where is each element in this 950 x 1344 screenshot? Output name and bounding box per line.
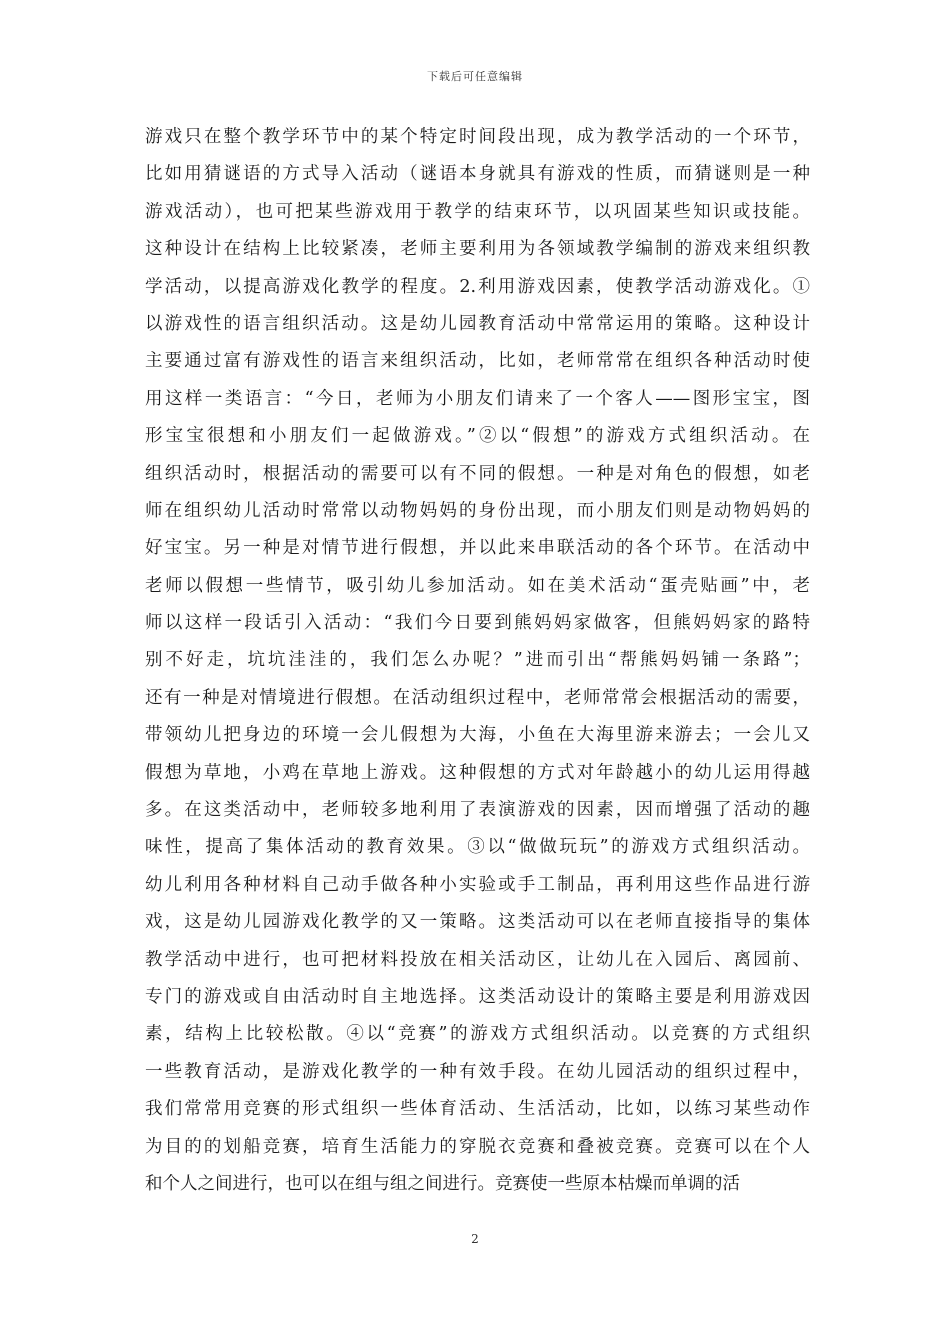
text-line: 游戏只在整个教学环节中的某个特定时间段出现，成为教学活动的一个环节， <box>145 127 810 147</box>
page-header: 下载后可任意编辑 <box>427 70 523 83</box>
text-line: 教学活动中进行，也可把材料投放在相关活动区，让幼儿在入园后、离园前、 <box>145 949 810 970</box>
text-line: 素，结构上比较松散。④以“竞赛”的游戏方式组织活动。以竞赛的方式组织 <box>145 1024 810 1045</box>
text-line: 和个人之间进行，也可以在组与组之间进行。竞赛使一些原本枯燥而单调的活 <box>145 1173 740 1194</box>
text-line: 幼儿利用各种材料自己动手做各种小实验或手工制品，再利用这些作品进行游 <box>145 874 810 895</box>
text-line: 学活动，以提高游戏化教学的程度。2.利用游戏因素，使教学活动游戏化。① <box>145 276 810 297</box>
text-line: 这种设计在结构上比较紧凑，老师主要利用为各领域教学编制的游戏来组织教 <box>145 239 810 260</box>
text-line: 专门的游戏或自由活动时自主地选择。这类活动设计的策略主要是利用游戏因 <box>145 986 810 1007</box>
text-line: 好宝宝。另一种是对情节进行假想，并以此来串联活动的各个环节。在活动中 <box>145 538 810 559</box>
text-line: 别不好走，坑坑洼洼的，我们怎么办呢？”进而引出“帮熊妈妈铺一条路”； <box>145 650 810 671</box>
document-body <box>145 119 810 1203</box>
text-line: 带领幼儿把身边的环境一会儿假想为大海，小鱼在大海里游来游去；一会儿又 <box>145 725 810 746</box>
text-line: 主要通过富有游戏性的语言来组织活动，比如，老师常常在组织各种活动时使 <box>145 351 810 372</box>
text-line: 多。在这类活动中，老师较多地利用了表演游戏的因素，因而增强了活动的趣 <box>145 800 810 821</box>
text-line: 以游戏性的语言组织活动。这是幼儿园教育活动中常常运用的策略。这种设计 <box>145 313 810 334</box>
text-line: 师以这样一段话引入活动：“我们今日要到熊妈妈家做客，但熊妈妈家的路特 <box>145 613 810 634</box>
text-line: 为目的的划船竞赛，培育生活能力的穿脱衣竞赛和叠被竞赛。竞赛可以在个人 <box>145 1136 810 1157</box>
text-line: 老师以假想一些情节，吸引幼儿参加活动。如在美术活动“蛋壳贴画”中，老 <box>145 575 810 596</box>
text-line: 用这样一类语言：“今日，老师为小朋友们请来了一个客人——图形宝宝，图 <box>145 388 810 409</box>
text-line: 组织活动时，根据活动的需要可以有不同的假想。一种是对角色的假想，如老 <box>145 463 810 484</box>
text-line: 游戏活动），也可把某些游戏用于教学的结束环节，以巩固某些知识或技能。 <box>145 201 810 222</box>
text-line: 假想为草地，小鸡在草地上游戏。这种假想的方式对年龄越小的幼儿运用得越 <box>145 762 810 783</box>
text-line: 比如用猜谜语的方式导入活动（谜语本身就具有游戏的性质，而猜谜则是一种 <box>145 164 810 185</box>
text-line: 味性，提高了集体活动的教育效果。③以“做做玩玩”的游戏方式组织活动。 <box>145 837 810 858</box>
page-number: 2 <box>471 1232 479 1246</box>
text-line: 形宝宝很想和小朋友们一起做游戏。”②以“假想”的游戏方式组织活动。在 <box>145 426 810 447</box>
text-line: 戏，这是幼儿园游戏化教学的又一策略。这类活动可以在老师直接指导的集体 <box>145 912 810 933</box>
text-line: 师在组织幼儿活动时常常以动物妈妈的身份出现，而小朋友们则是动物妈妈的 <box>145 500 810 521</box>
text-line: 还有一种是对情境进行假想。在活动组织过程中，老师常常会根据活动的需要， <box>145 687 810 708</box>
text-line: 我们常常用竞赛的形式组织一些体育活动、生活活动，比如，以练习某些动作 <box>145 1099 810 1120</box>
text-line: 一些教育活动，是游戏化教学的一种有效手段。在幼儿园活动的组织过程中， <box>145 1061 810 1082</box>
